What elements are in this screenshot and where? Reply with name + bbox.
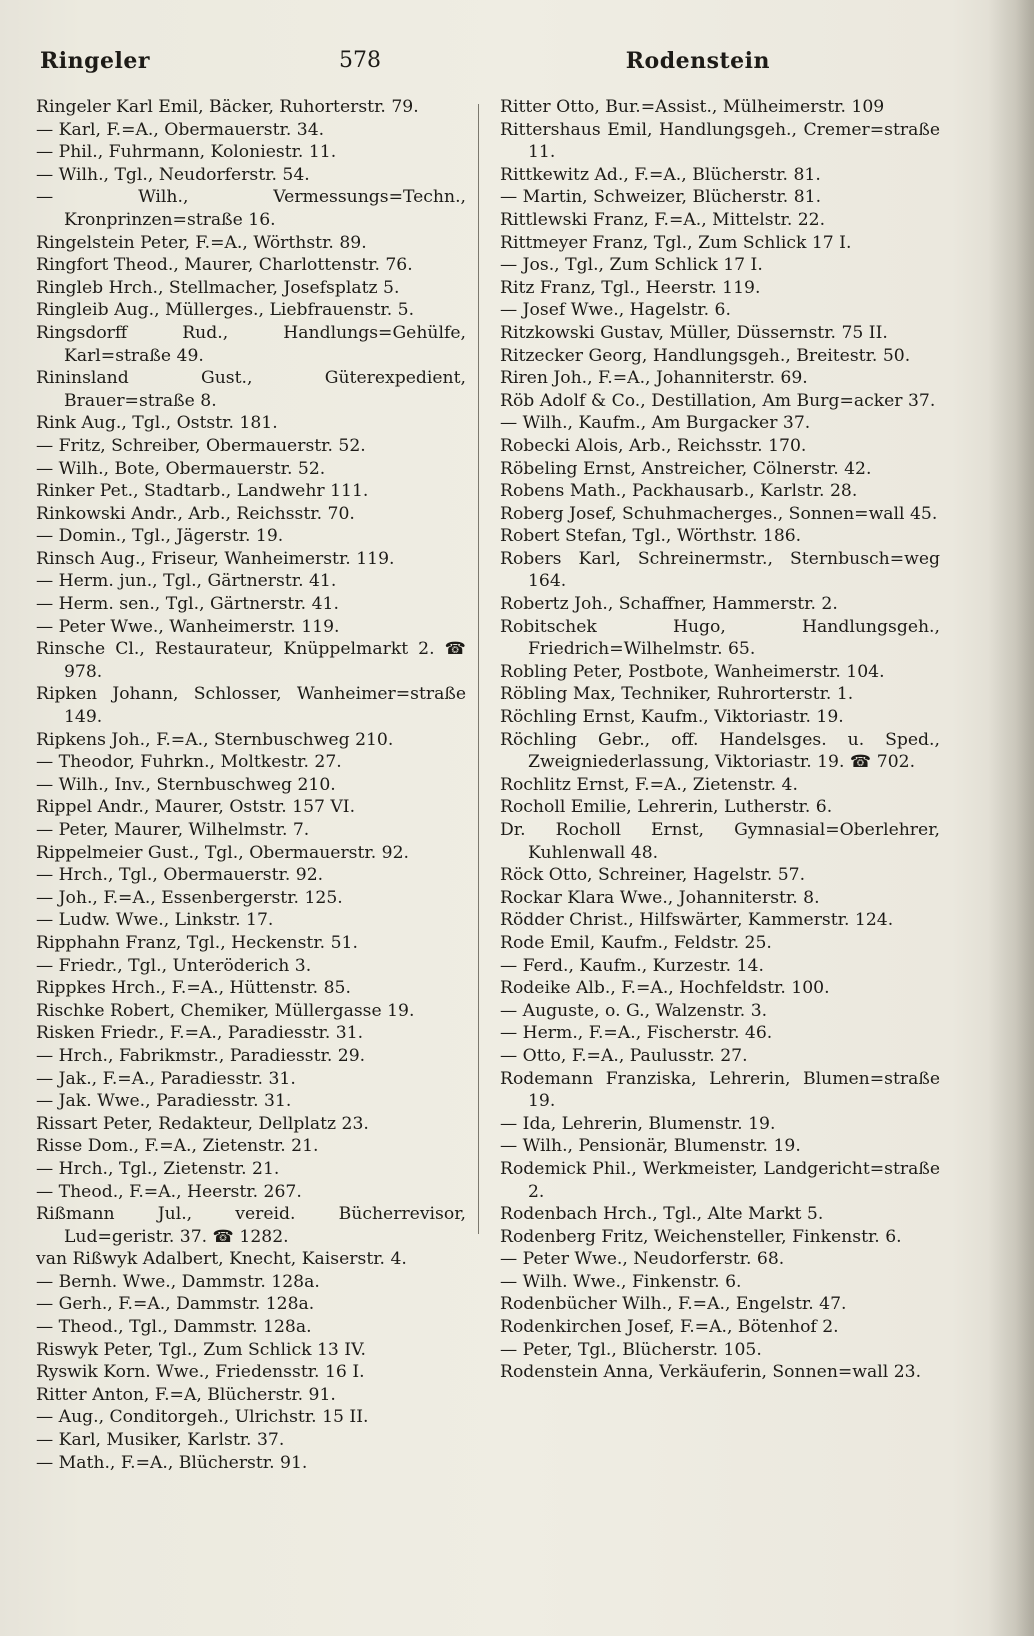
directory-entry: Rodenstein Anna, Verkäuferin, Sonnen=wall 23.: [500, 1362, 922, 1383]
directory-entry: Röchling Ernst, Kaufm., Viktoriastr. 19.: [500, 707, 844, 728]
directory-entry: Rodenkirchen Josef, F.=A., Bötenhof 2.: [500, 1317, 839, 1338]
directory-entry: Risse Dom., F.=A., Zietenstr. 21.: [36, 1136, 319, 1157]
directory-entry: — Herm. jun., Tgl., Gärtnerstr. 41.: [36, 571, 337, 592]
directory-entry: — Otto, F.=A., Paulusstr. 27.: [500, 1045, 748, 1066]
directory-entry: — Wilh., Kaufm., Am Burgacker 37.: [500, 413, 811, 434]
directory-entry: Ringsdorff Rud., Handlungs=Gehülfe, Karl=straße 49.: [36, 322, 466, 366]
directory-entry: Ripphahn Franz, Tgl., Heckenstr. 51.: [36, 932, 358, 953]
directory-entry: Ripken Johann, Schlosser, Wanheimer=straße 149.: [36, 684, 466, 728]
directory-entry: — Wilh., Tgl., Neudorferstr. 54.: [36, 164, 310, 185]
directory-entry: Rittmeyer Franz, Tgl., Zum Schlick 17 I.: [500, 232, 852, 253]
directory-entry: Rittlewski Franz, F.=A., Mittelstr. 22.: [500, 209, 826, 230]
directory-entry: Robitschek Hugo, Handlungsgeh., Friedrich=Wilhelmstr. 65.: [500, 616, 940, 660]
directory-entry: Rodeike Alb., F.=A., Hochfeldstr. 100.: [500, 978, 830, 999]
directory-entry: Robling Peter, Postbote, Wanheimerstr. 104.: [500, 661, 885, 682]
directory-entry: Rittkewitz Ad., F.=A., Blücherstr. 81.: [500, 164, 821, 185]
directory-entry: van Rißwyk Adalbert, Knecht, Kaiserstr. 4.: [36, 1249, 407, 1270]
directory-entry: — Karl, F.=A., Obermauerstr. 34.: [36, 119, 325, 140]
directory-entry: — Martin, Schweizer, Blücherstr. 81.: [500, 187, 822, 208]
column-divider: [478, 104, 479, 1234]
directory-entry: Robert Stefan, Tgl., Wörthstr. 186.: [500, 526, 802, 547]
directory-entry: Rininsland Gust., Güterexpedient, Brauer=straße 8.: [36, 368, 466, 411]
directory-entry: — Wilh., Pensionär, Blumenstr. 19.: [500, 1136, 801, 1157]
directory-entry: Röb Adolf & Co., Destillation, Am Burg=acker 37.: [500, 390, 936, 411]
directory-entry: — Jak. Wwe., Paradiesstr. 31.: [36, 1091, 292, 1112]
directory-entry: — Bernh. Wwe., Dammstr. 128a.: [36, 1271, 320, 1292]
directory-entry: — Fritz, Schreiber, Obermauerstr. 52.: [36, 435, 366, 456]
directory-entry: Rinker Pet., Stadtarb., Landwehr 111.: [36, 481, 369, 502]
directory-entry: — Hrch., Fabrikmstr., Paradiesstr. 29.: [36, 1045, 366, 1066]
directory-entry: Ritter Otto, Bur.=Assist., Mülheimerstr. 109: [500, 97, 885, 117]
directory-entry: — Jos., Tgl., Zum Schlick 17 I.: [500, 255, 763, 276]
directory-entry: Ritzkowski Gustav, Müller, Düssernstr. 75 II.: [500, 322, 888, 343]
directory-entry: Ringleb Hrch., Stellmacher, Josefsplatz 5.: [36, 277, 400, 298]
directory-entry: Rippel Andr., Maurer, Oststr. 157 VI.: [36, 797, 356, 818]
directory-entry: Dr. Rocholl Ernst, Gymnasial=Oberlehrer, Kuhlenwall 48.: [500, 820, 940, 863]
directory-entry: Rittershaus Emil, Handlungsgeh., Cremer=straße 11.: [500, 119, 940, 163]
directory-entry: — Herm. sen., Tgl., Gärtnerstr. 41.: [36, 594, 339, 615]
directory-entry: Rodemick Phil., Werkmeister, Landgericht=straße 2.: [500, 1158, 940, 1202]
directory-entry: — Wilh., Vermessungs=Techn., Kronprinzen=straße 16.: [36, 187, 466, 230]
directory-entry: — Aug., Conditorgeh., Ulrichstr. 15 II.: [36, 1407, 369, 1428]
directory-entry: Rodenbach Hrch., Tgl., Alte Markt 5.: [500, 1204, 824, 1225]
directory-entry: Röck Otto, Schreiner, Hagelstr. 57.: [500, 865, 806, 886]
directory-entry: Rißmann Jul., vereid. Bücherrevisor, Lud=geristr. 37. ☎ 1282.: [36, 1204, 466, 1247]
directory-entry: — Josef Wwe., Hagelstr. 6.: [500, 300, 731, 321]
directory-entry: — Joh., F.=A., Essenbergerstr. 125.: [36, 887, 343, 908]
right-column: [500, 96, 940, 1384]
directory-entry: Röbling Max, Techniker, Ruhrorterstr. 1.: [500, 684, 854, 705]
directory-entry: Ringelstein Peter, F.=A., Wörthstr. 89.: [36, 232, 367, 253]
directory-entry: — Karl, Musiker, Karlstr. 37.: [36, 1430, 285, 1451]
directory-entry: Risken Friedr., F.=A., Paradiesstr. 31.: [36, 1023, 364, 1044]
directory-entry: Robers Karl, Schreinermstr., Sternbusch=weg 164.: [500, 548, 940, 592]
directory-entry: Rinkowski Andr., Arb., Reichsstr. 70.: [36, 503, 355, 524]
directory-entry: — Jak., F.=A., Paradiesstr. 31.: [36, 1068, 296, 1089]
directory-entry: — Wilh., Bote, Obermauerstr. 52.: [36, 458, 326, 479]
directory-entry: — Gerh., F.=A., Dammstr. 128a.: [36, 1294, 315, 1315]
directory-entry: Rissart Peter, Redakteur, Dellplatz 23.: [36, 1113, 369, 1134]
directory-entry: — Ida, Lehrerin, Blumenstr. 19.: [500, 1113, 776, 1134]
directory-entry: Rodemann Franziska, Lehrerin, Blumen=straße 19.: [500, 1068, 940, 1112]
directory-entry: Roberg Josef, Schuhmacherges., Sonnen=wall 45.: [500, 503, 938, 524]
directory-entry: — Herm., F.=A., Fischerstr. 46.: [500, 1023, 773, 1044]
directory-entry: — Theodor, Fuhrkn., Moltkestr. 27.: [36, 752, 342, 773]
directory-entry: Robertz Joh., Schaffner, Hammerstr. 2.: [500, 594, 838, 615]
directory-entry: Robecki Alois, Arb., Reichsstr. 170.: [500, 435, 807, 456]
directory-entry: — Wilh., Inv., Sternbuschweg 210.: [36, 774, 336, 795]
directory-entry: Rink Aug., Tgl., Oststr. 181.: [36, 413, 278, 434]
directory-entry: Rinsch Aug., Friseur, Wanheimerstr. 119.: [36, 548, 395, 569]
directory-entry: — Peter, Tgl., Blücherstr. 105.: [500, 1339, 762, 1360]
page-header: [40, 48, 770, 84]
directory-entry: Rodenbücher Wilh., F.=A., Engelstr. 47.: [500, 1294, 847, 1315]
page-edge-shadow: [988, 0, 1034, 1636]
directory-entry: Ritzecker Georg, Handlungsgeh., Breitestr. 50.: [500, 345, 911, 366]
directory-entry: Rocholl Emilie, Lehrerin, Lutherstr. 6.: [500, 797, 833, 818]
directory-entry: Rippkes Hrch., F.=A., Hüttenstr. 85.: [36, 978, 351, 999]
directory-entry: Rodenberg Fritz, Weichensteller, Finkenstr. 6.: [500, 1226, 902, 1247]
directory-entry: — Theod., Tgl., Dammstr. 128a.: [36, 1317, 312, 1338]
directory-entry: — Wilh. Wwe., Finkenstr. 6.: [500, 1271, 742, 1292]
directory-entry: Ripkens Joh., F.=A., Sternbuschweg 210.: [36, 729, 394, 750]
header-left-keyword: Ringeler: [40, 48, 150, 74]
left-column: [36, 96, 466, 1474]
directory-entry: Rödder Christ., Hilfswärter, Kammerstr. 124.: [500, 910, 894, 931]
directory-entry: Rischke Robert, Chemiker, Müllergasse 19.: [36, 1000, 415, 1021]
directory-entry: Ritter Anton, F.=A, Blücherstr. 91.: [36, 1384, 336, 1405]
directory-entry: Ringeler Karl Emil, Bäcker, Ruhorterstr. 79.: [36, 97, 419, 117]
directory-entry: — Friedr., Tgl., Unteröderich 3.: [36, 955, 312, 976]
page-number: 578: [339, 48, 381, 73]
directory-entry: — Phil., Fuhrmann, Koloniestr. 11.: [36, 142, 337, 163]
directory-entry: — Hrch., Tgl., Zietenstr. 21.: [36, 1158, 280, 1179]
directory-entry: Rockar Klara Wwe., Johanniterstr. 8.: [500, 887, 820, 908]
directory-entry: Rinsche Cl., Restaurateur, Knüppelmarkt 2. ☎ 978.: [36, 639, 466, 682]
directory-entry: Ringleib Aug., Müllerges., Liebfrauenstr. 5.: [36, 300, 415, 321]
directory-entry: Riswyk Peter, Tgl., Zum Schlick 13 IV.: [36, 1339, 366, 1360]
directory-entry: — Theod., F.=A., Heerstr. 267.: [36, 1181, 302, 1202]
directory-entry: Rippelmeier Gust., Tgl., Obermauerstr. 92.: [36, 842, 409, 863]
directory-entry: Rochlitz Ernst, F.=A., Zietenstr. 4.: [500, 774, 798, 795]
directory-entry: — Ferd., Kaufm., Kurzestr. 14.: [500, 955, 764, 976]
directory-entry: — Peter, Maurer, Wilhelmstr. 7.: [36, 820, 310, 840]
directory-entry: Ritz Franz, Tgl., Heerstr. 119.: [500, 277, 761, 298]
directory-entry: — Math., F.=A., Blücherstr. 91.: [36, 1452, 308, 1473]
directory-entry: — Hrch., Tgl., Obermauerstr. 92.: [36, 865, 324, 886]
directory-entry: Röbeling Ernst, Anstreicher, Cölnerstr. 42.: [500, 458, 872, 479]
header-right-keyword: Rodenstein: [625, 48, 770, 74]
directory-entry: — Peter Wwe., Wanheimerstr. 119.: [36, 616, 340, 637]
directory-entry: — Domin., Tgl., Jägerstr. 19.: [36, 526, 284, 547]
directory-entry: Ringfort Theod., Maurer, Charlottenstr. 76.: [36, 255, 413, 276]
directory-entry: Robens Math., Packhausarb., Karlstr. 28.: [500, 481, 858, 502]
directory-entry: Ryswik Korn. Wwe., Friedensstr. 16 I.: [36, 1362, 365, 1383]
directory-entry: Röchling Gebr., off. Handelsges. u. Sped., Zweigniederlassung, Viktoriastr. 19. ☎ 702.: [500, 729, 940, 773]
directory-entry: Riren Joh., F.=A., Johanniterstr. 69.: [500, 368, 808, 389]
directory-entry: — Auguste, o. G., Walzenstr. 3.: [500, 1000, 768, 1021]
directory-entry: — Ludw. Wwe., Linkstr. 17.: [36, 910, 274, 931]
directory-entry: — Peter Wwe., Neudorferstr. 68.: [500, 1249, 785, 1270]
directory-entry: Rode Emil, Kaufm., Feldstr. 25.: [500, 932, 772, 953]
